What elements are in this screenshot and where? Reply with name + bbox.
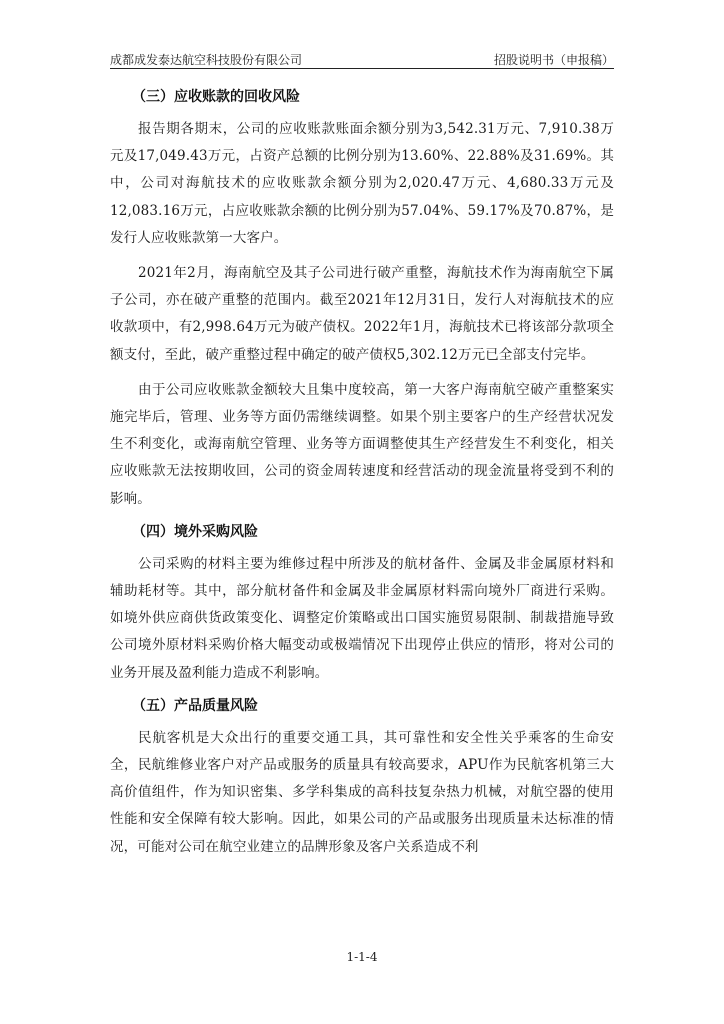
paragraph-hainan-restructuring: 2021年2月，海南航空及其子公司进行破产重整，海航技术作为海南航空下属子公司，亦在破产重整的范围内。截至2021年12月31日，发行人对海航技术的应收款项中，有2,998.64万元为破产债权。2022年1月，海航技术已将该部分款项全额支付，至此，破产重整过程中确定的破产债权5,302.12万元已全部支付完毕。 [110, 265, 614, 363]
page-number: 1-1-4 [346, 950, 378, 964]
section-heading-receivables-risk: （三）应收账款的回收风险 [132, 89, 300, 105]
paragraph-receivables-balance: 报告期各期末，公司的应收账款账面余额分别为3,542.31万元、7,910.38万元及17,049.43万元，占资产总额的比例分别为13.60%、22.88%及31.69%。其中，公司对海航技术的应收账款余额分别为2,020.47万元、4,680.33万元及12,083.16万元，占应收账款余额的比例分别为57.04%、59.17%及70.87%，是发行人应收账款第一大客户。 [110, 121, 614, 246]
header-company-name: 成都成发泰达航空科技股份有限公司 [110, 53, 303, 67]
section-heading-product-quality: （五）产品质量风险 [132, 697, 258, 714]
paragraph-product-quality: 民航客机是大众出行的重要交通工具，其可靠性和安全性关乎乘客的生命安全，民航维修业客户对产品或服务的质量具有较高要求，APU作为民航客机第三大高价值组件，作为知识密集、多学科集成的高科技复杂热力机械，对航空器的使用性能和安全保障有较大影响。因此，如果公司的产品或服务出现质量未达标准的情况，可能对公司在航空业建立的品牌形象及客户关系造成不利 [110, 729, 614, 855]
paragraph-concentration-risk: 由于公司应收账款金额较大且集中度较高，第一大客户海南航空破产重整案实施完毕后，管理、业务等方面仍需继续调整。如果个别主要客户的生产经营状况发生不利变化，或海南航空管理、业务等方面调整使其生产经营发生不利变化，相关应收账款无法按期收回，公司的资金周转速度和经营活动的现金流量将受到不利的影响。 [110, 381, 614, 507]
page-body [110, 86, 614, 869]
section-heading-overseas-procurement: （四）境外采购风险 [132, 523, 258, 540]
header-document-title: 招股说明书（申报稿） [493, 53, 614, 67]
paragraph-overseas-procurement: 公司采购的材料主要为维修过程中所涉及的航材备件、金属及非金属原材料和辅助耗材等。其中，部分航材备件和金属及非金属原材料需向境外厂商进行采购。如境外供应商供货政策变化、调整定价策略或出口国实施贸易限制、制裁措施导致公司境外原材料采购价格大幅变动或极端情况下出现停止供应的情形，将对公司的业务开展及盈利能力造成不利影响。 [110, 555, 614, 681]
header-rule [110, 68, 614, 69]
page-header [110, 49, 614, 69]
